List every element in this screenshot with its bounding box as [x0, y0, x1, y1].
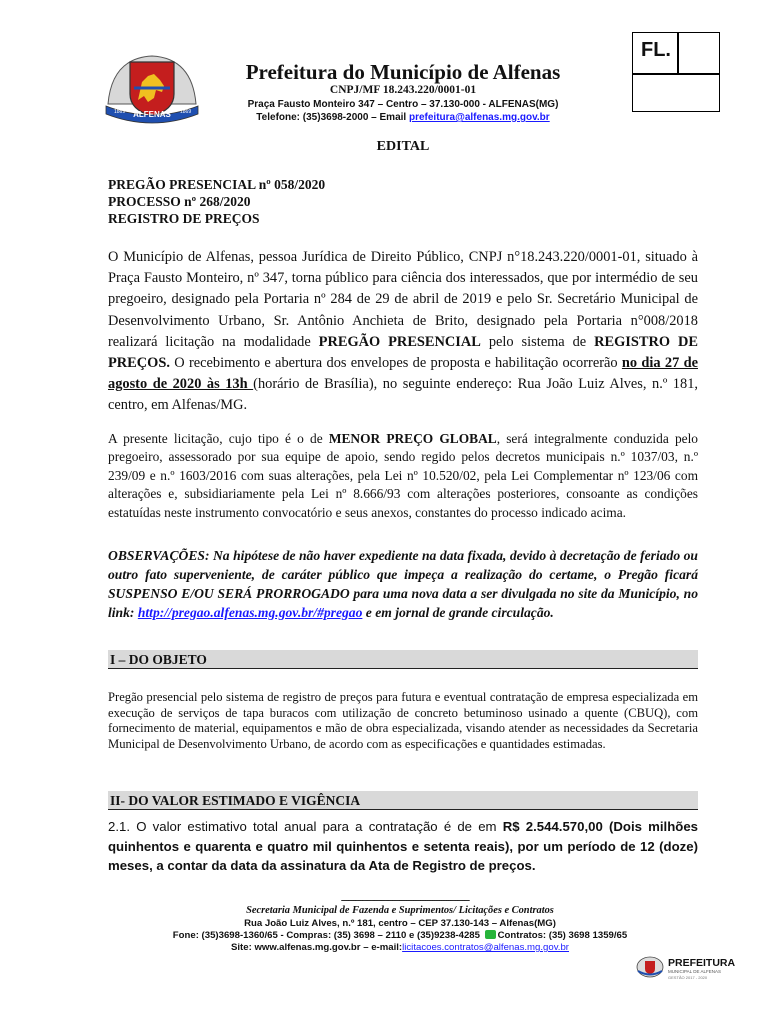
- footer-logo-title: PREFEITURA: [668, 957, 736, 969]
- pregao-link[interactable]: http://pregao.alfenas.mg.gov.br/#pregao: [137, 605, 363, 620]
- prefeitura-logo-icon: [636, 956, 664, 978]
- whatsapp-icon: [485, 930, 496, 939]
- licitacao-tipo: MENOR PREÇO GLOBAL: [328, 431, 497, 446]
- footer-logo-subtitle: MUNICIPAL DE ALFENAS: [668, 969, 722, 974]
- observacoes-text-end: e em jornal de grande circulação.: [362, 605, 554, 620]
- intro-date: no dia 27 de agosto de 2020 às 13h: [108, 355, 698, 393]
- crest-year-right: 1869: [180, 109, 192, 115]
- intro-text-1: O Município de Alfenas, pessoa Jurídica de Direito Público, CNPJ n°18.243.220/0001-01, situado à Praça Fausto Monteiro, nº 347, torna público para ciência dos interessados, que por intermédio de seu pregoeiro, designado pela Portaria nº 284 de 29 de abril de 2019 e pelo Sr. Secretário Municipal de Desenvolvimento Urbano, Sr. Antônio Anchieta de Brito, designado pela Portaria n°008/2018 realizará licitação na modalidade: [108, 249, 698, 350]
- intro-sistema: REGISTRO DE PREÇOS.: [108, 333, 698, 372]
- document-heading: EDITAL: [376, 139, 430, 154]
- observacoes-paragraph: [108, 546, 698, 622]
- header-telephone: [208, 112, 598, 123]
- header-address: Praça Fausto Monteiro 347 – Centro – 37.130-000 - ALFENAS(MG): [247, 99, 559, 110]
- footer-email-link[interactable]: licitacoes.contratos@alfenas.mg.gov.br: [402, 942, 569, 953]
- footer-address: Rua João Luiz Alves, n.º 181, centro – CEP 37.130-143 – Alfenas(MG): [244, 918, 556, 929]
- fl-label: FL.: [641, 39, 671, 61]
- intro-paragraph: [108, 247, 698, 417]
- footer-contratos-phone: Contratos: (35) 3698 1359/65: [497, 930, 628, 941]
- crest-year-left: 1869: [114, 109, 126, 115]
- footer-divider: -------------------------------------------------------: [340, 895, 470, 906]
- intro-text-2: pelo sistema de: [480, 333, 595, 350]
- section-objeto-header: I – DO OBJETO: [108, 650, 698, 669]
- header-email-link[interactable]: prefeitura@alfenas.mg.gov.br: [408, 112, 550, 123]
- intro-text-4: (horário de Brasília), no seguinte endereço: Rua João Luiz Alves, n.º 181, centro, em Alfenas/MG.: [108, 376, 698, 414]
- observacoes-text: OBSERVAÇÕES: Na hipótese de não haver expediente na data fixada, devido à decretação de feriado ou outro fato superveniente, de caráter público que impeça a realização do certame, o Pregão ficará SUSPENSO E/OU SERÁ PRORROGADO para uma nova data a ser divulgada no site da Município, no link:: [108, 548, 698, 620]
- registro-label: REGISTRO DE PREÇOS: [108, 211, 260, 226]
- footer-department: Secretaria Municipal de Fazenda e Suprimentos/ Licitações e Contratos: [246, 905, 554, 916]
- fl-box: [632, 32, 720, 112]
- footer-phones: [100, 930, 700, 941]
- licitacao-paragraph: [108, 430, 698, 522]
- licitacao-text-1: A presente licitação, cujo tipo é o de: [108, 431, 329, 446]
- section-valor-text: [108, 817, 698, 876]
- processo-number: PROCESSO nº 268/2020: [108, 194, 251, 209]
- fl-box-divider-vertical: [677, 33, 679, 73]
- section-valor-header: II- DO VALOR ESTIMADO E VIGÊNCIA: [108, 791, 698, 810]
- crest-text: ALFENAS: [133, 110, 171, 119]
- intro-modalidade: PREGÃO PRESENCIAL: [318, 333, 481, 350]
- municipal-crest-logo: [104, 52, 200, 126]
- valor-text-1: 2.1. O valor estimativo total anual para a contratação é de em: [108, 819, 503, 834]
- footer-site-text: Site: www.alfenas.mg.gov.br – e-mail:: [230, 942, 403, 953]
- footer-site: [100, 942, 700, 953]
- fl-box-divider-horizontal: [633, 73, 719, 75]
- page-title: Prefeitura do Município de Alfenas: [245, 60, 561, 84]
- section-objeto-text: Pregão presencial pelo sistema de registro de preços para futura e eventual contratação de empresa especializada em execução de serviços de tapa buracos com utilização de concreto betuminoso usinado a quente (CBUQ), com fornecimento de material, equipamentos e mão de obra especializada, visando atender as necessidades da Secretaria Municipal de Desenvolvimento Urbano, de acordo com as especificações e quantidades estimadas.: [108, 690, 698, 751]
- licitacao-text-2: , será integralmente conduzida pelo pregoeiro, assessorado por sua equipe de apoio, sendo regido pelos decretos municipais n.º 1037/03, n.º 239/09 e n.º 1603/2016 com suas alterações, pela Lei nº 10.520/02, pela Lei Complementar nº 123/06 com alterações e, subsidiariamente pela Lei nº 8.666/93 com alterações posteriores, consoante as condições estatuídas neste instrumento convocatório e seus anexos, constantes do processo indicado acima.: [108, 431, 699, 520]
- header-telephone-prefix: Telefone: (35)3698-2000 – Email: [256, 112, 409, 123]
- intro-text-3: O recebimento e abertura dos envelopes de proposta e habilitação ocorrerão: [169, 355, 622, 372]
- pregao-number: PREGÃO PRESENCIAL nº 058/2020: [108, 177, 326, 192]
- header-cnpj: CNPJ/MF 18.243.220/0001-01: [329, 84, 477, 96]
- footer-phones-text: Fone: (35)3698-1360/65 - Compras: (35) 3698 – 2110 e (35)9238-4285: [172, 930, 483, 941]
- footer-logo-gestao: GESTÃO 2017 - 2020: [668, 975, 708, 980]
- valor-amount: R$ 2.544.570,00 (Dois milhões quinhentos e quarenta e quatro mil quinhentos e setenta reais), por um período de 12 (doze) meses, a contar da data da assinatura da Ata de Registro de preços.: [108, 819, 699, 873]
